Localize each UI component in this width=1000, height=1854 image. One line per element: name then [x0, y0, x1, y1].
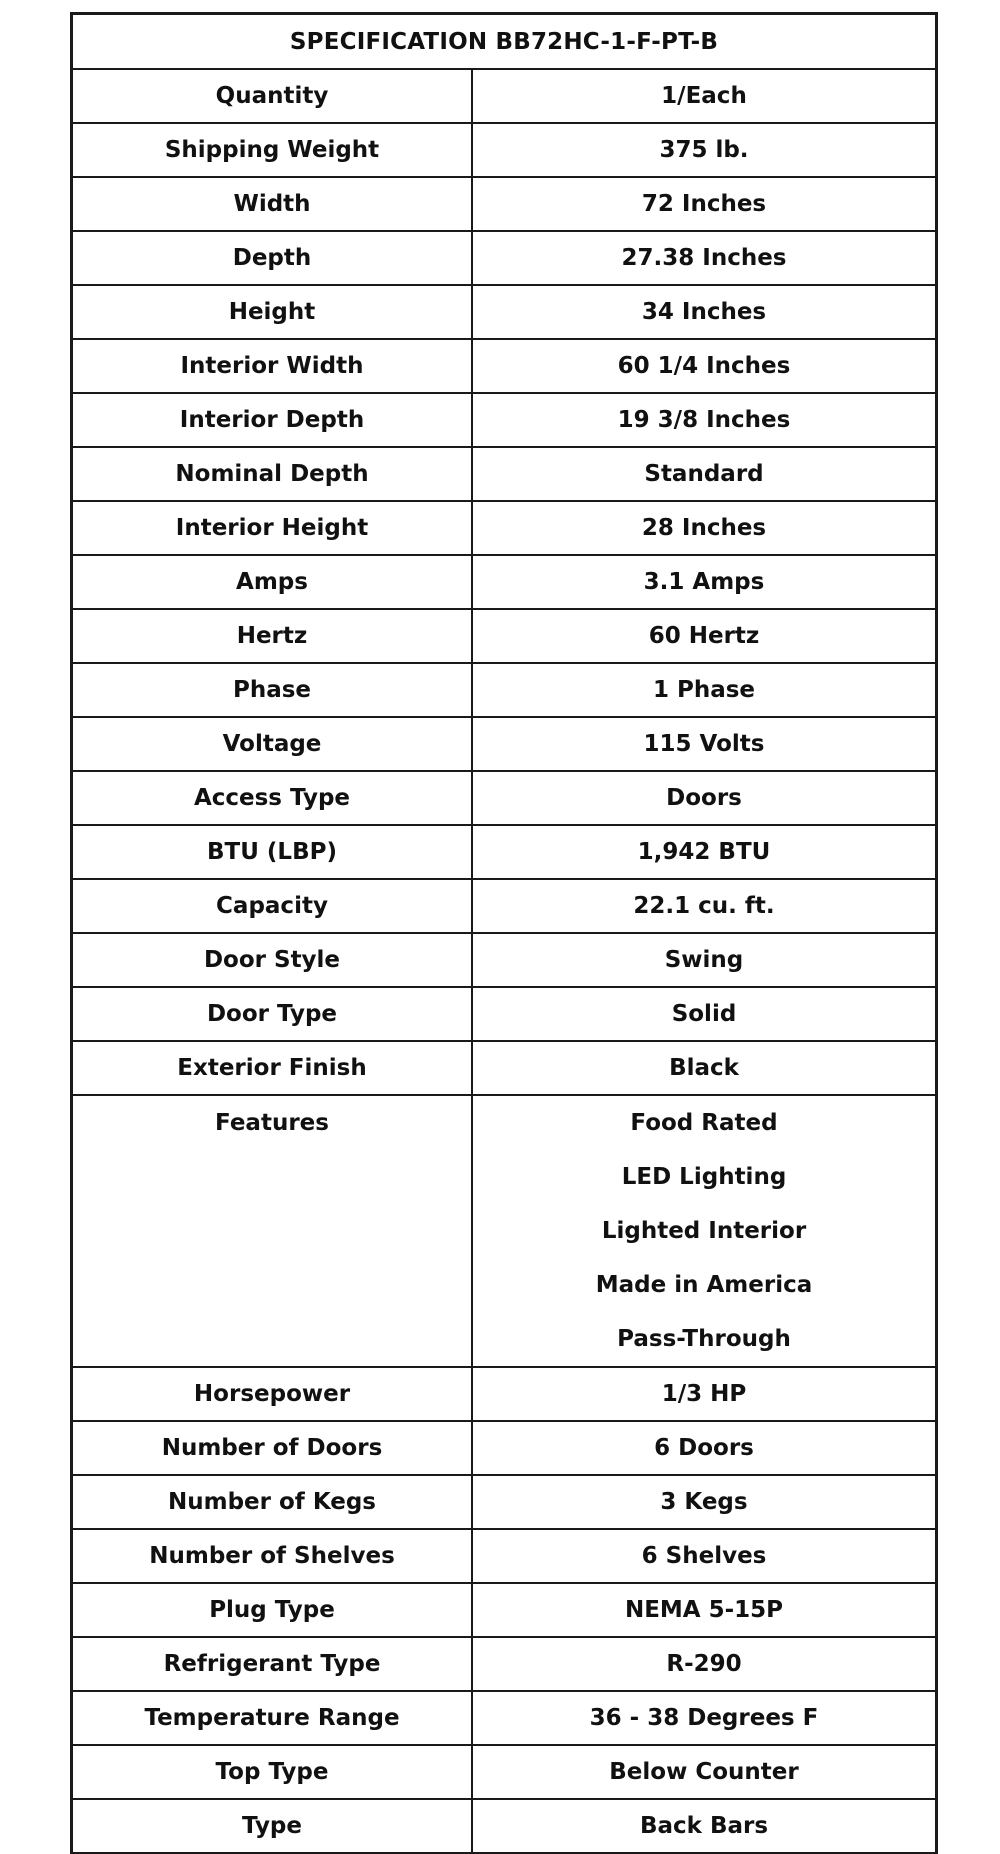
spec-value: Swing	[664, 947, 744, 973]
spec-label: Horsepower	[73, 1368, 473, 1420]
table-row	[73, 880, 935, 934]
spec-value-cell	[473, 556, 935, 608]
spec-label: Interior Width	[73, 340, 473, 392]
table-row	[73, 286, 935, 340]
spec-value-cell	[473, 1800, 935, 1852]
spec-value-cell	[473, 340, 935, 392]
spec-value-cell	[473, 502, 935, 554]
table-row	[73, 1800, 935, 1854]
spec-value: Below Counter	[609, 1759, 799, 1785]
spec-label: Number of Kegs	[73, 1476, 473, 1528]
spec-label: Hertz	[73, 610, 473, 662]
spec-value-cell	[473, 610, 935, 662]
table-row	[73, 1530, 935, 1584]
table-row	[73, 718, 935, 772]
spec-value: Black	[669, 1055, 739, 1081]
table-title: SPECIFICATION BB72HC-1-F-PT-B	[73, 15, 935, 70]
spec-label: Quantity	[73, 70, 473, 122]
table-row	[73, 664, 935, 718]
spec-value-cell	[473, 1584, 935, 1636]
spec-label: Voltage	[73, 718, 473, 770]
spec-value-cell	[473, 1096, 935, 1366]
spec-value: 28 Inches	[641, 515, 767, 541]
spec-value: Back Bars	[639, 1813, 769, 1839]
table-row	[73, 1692, 935, 1746]
spec-value: Solid	[671, 1001, 737, 1027]
table-body	[73, 70, 935, 1854]
table-row	[73, 124, 935, 178]
table-row	[73, 232, 935, 286]
spec-label: Interior Depth	[73, 394, 473, 446]
feature-item: Lighted Interior	[601, 1218, 807, 1244]
table-row	[73, 448, 935, 502]
spec-label: Shipping Weight	[73, 124, 473, 176]
table-row	[73, 556, 935, 610]
table-row	[73, 988, 935, 1042]
feature-item: Pass-Through	[617, 1326, 791, 1352]
spec-value-cell	[473, 1638, 935, 1690]
spec-value: 34 Inches	[641, 299, 767, 325]
spec-value: 6 Doors	[654, 1435, 754, 1461]
spec-value-cell	[473, 826, 935, 878]
table-row	[73, 394, 935, 448]
spec-value-cell	[473, 286, 935, 338]
table-row	[73, 1638, 935, 1692]
table-row	[73, 772, 935, 826]
feature-item: Food Rated	[630, 1110, 778, 1136]
spec-label: Number of Shelves	[73, 1530, 473, 1582]
spec-value-cell	[473, 1692, 935, 1744]
spec-label: Width	[73, 178, 473, 230]
spec-value: 1/3 HP	[661, 1381, 747, 1407]
table-row	[73, 1746, 935, 1800]
spec-value-cell	[473, 772, 935, 824]
spec-value-cell	[473, 1746, 935, 1798]
spec-label: Capacity	[73, 880, 473, 932]
spec-value-cell	[473, 1368, 935, 1420]
spec-value: 60 Hertz	[648, 623, 760, 649]
spec-value: R-290	[666, 1651, 742, 1677]
spec-label: Nominal Depth	[73, 448, 473, 500]
spec-value-cell	[473, 394, 935, 446]
spec-value: 72 Inches	[641, 191, 767, 217]
spec-value: 1/Each	[661, 83, 747, 109]
spec-value: Standard	[644, 461, 764, 487]
spec-value: 1 Phase	[652, 677, 756, 703]
spec-value-cell	[473, 1530, 935, 1582]
spec-label: Refrigerant Type	[73, 1638, 473, 1690]
table-row	[73, 610, 935, 664]
table-row	[73, 70, 935, 124]
spec-value-cell	[473, 1476, 935, 1528]
spec-value: 1,942 BTU	[637, 839, 771, 865]
table-row	[73, 1584, 935, 1638]
spec-label: Features	[73, 1096, 473, 1366]
spec-label: Access Type	[73, 772, 473, 824]
spec-label: Depth	[73, 232, 473, 284]
spec-value: 22.1 cu. ft.	[633, 893, 775, 919]
spec-value-cell	[473, 178, 935, 230]
spec-label: Number of Doors	[73, 1422, 473, 1474]
spec-value-cell	[473, 70, 935, 122]
spec-value: 3.1 Amps	[643, 569, 765, 595]
spec-value-cell	[473, 232, 935, 284]
spec-value-cell	[473, 880, 935, 932]
table-row	[73, 1476, 935, 1530]
spec-value: 115 Volts	[643, 731, 765, 757]
spec-label: Door Style	[73, 934, 473, 986]
spec-value: 36 - 38 Degrees F	[589, 1705, 819, 1731]
spec-label: Top Type	[73, 1746, 473, 1798]
spec-value: 60 1/4 Inches	[617, 353, 791, 379]
spec-label: Door Type	[73, 988, 473, 1040]
table-row	[73, 340, 935, 394]
table-row	[73, 1042, 935, 1096]
spec-value: 3 Kegs	[660, 1489, 748, 1515]
table-row	[73, 502, 935, 556]
spec-value-cell	[473, 1422, 935, 1474]
table-row	[73, 826, 935, 880]
table-row	[73, 1368, 935, 1422]
table-row	[73, 1422, 935, 1476]
spec-value-cell	[473, 988, 935, 1040]
spec-label: Interior Height	[73, 502, 473, 554]
specification-table	[70, 12, 938, 1854]
spec-value-cell	[473, 448, 935, 500]
spec-value: 6 Shelves	[641, 1543, 767, 1569]
table-row	[73, 178, 935, 232]
spec-value: Doors	[666, 785, 742, 811]
spec-value-cell	[473, 934, 935, 986]
spec-label: Type	[73, 1800, 473, 1852]
spec-value-cell	[473, 718, 935, 770]
spec-label: Phase	[73, 664, 473, 716]
feature-item: Made in America	[595, 1272, 813, 1298]
table-row	[73, 934, 935, 988]
spec-value: 375 lb.	[659, 137, 749, 163]
spec-value: 19 3/8 Inches	[617, 407, 791, 433]
table-row	[73, 1096, 935, 1368]
feature-item: LED Lighting	[621, 1164, 787, 1190]
spec-value: 27.38 Inches	[621, 245, 787, 271]
spec-value: NEMA 5-15P	[624, 1597, 784, 1623]
spec-label: Amps	[73, 556, 473, 608]
spec-value-cell	[473, 1042, 935, 1094]
spec-label: Height	[73, 286, 473, 338]
spec-label: Plug Type	[73, 1584, 473, 1636]
spec-value-cell	[473, 664, 935, 716]
spec-label: Exterior Finish	[73, 1042, 473, 1094]
spec-value-cell	[473, 124, 935, 176]
spec-label: BTU (LBP)	[73, 826, 473, 878]
spec-label: Temperature Range	[73, 1692, 473, 1744]
